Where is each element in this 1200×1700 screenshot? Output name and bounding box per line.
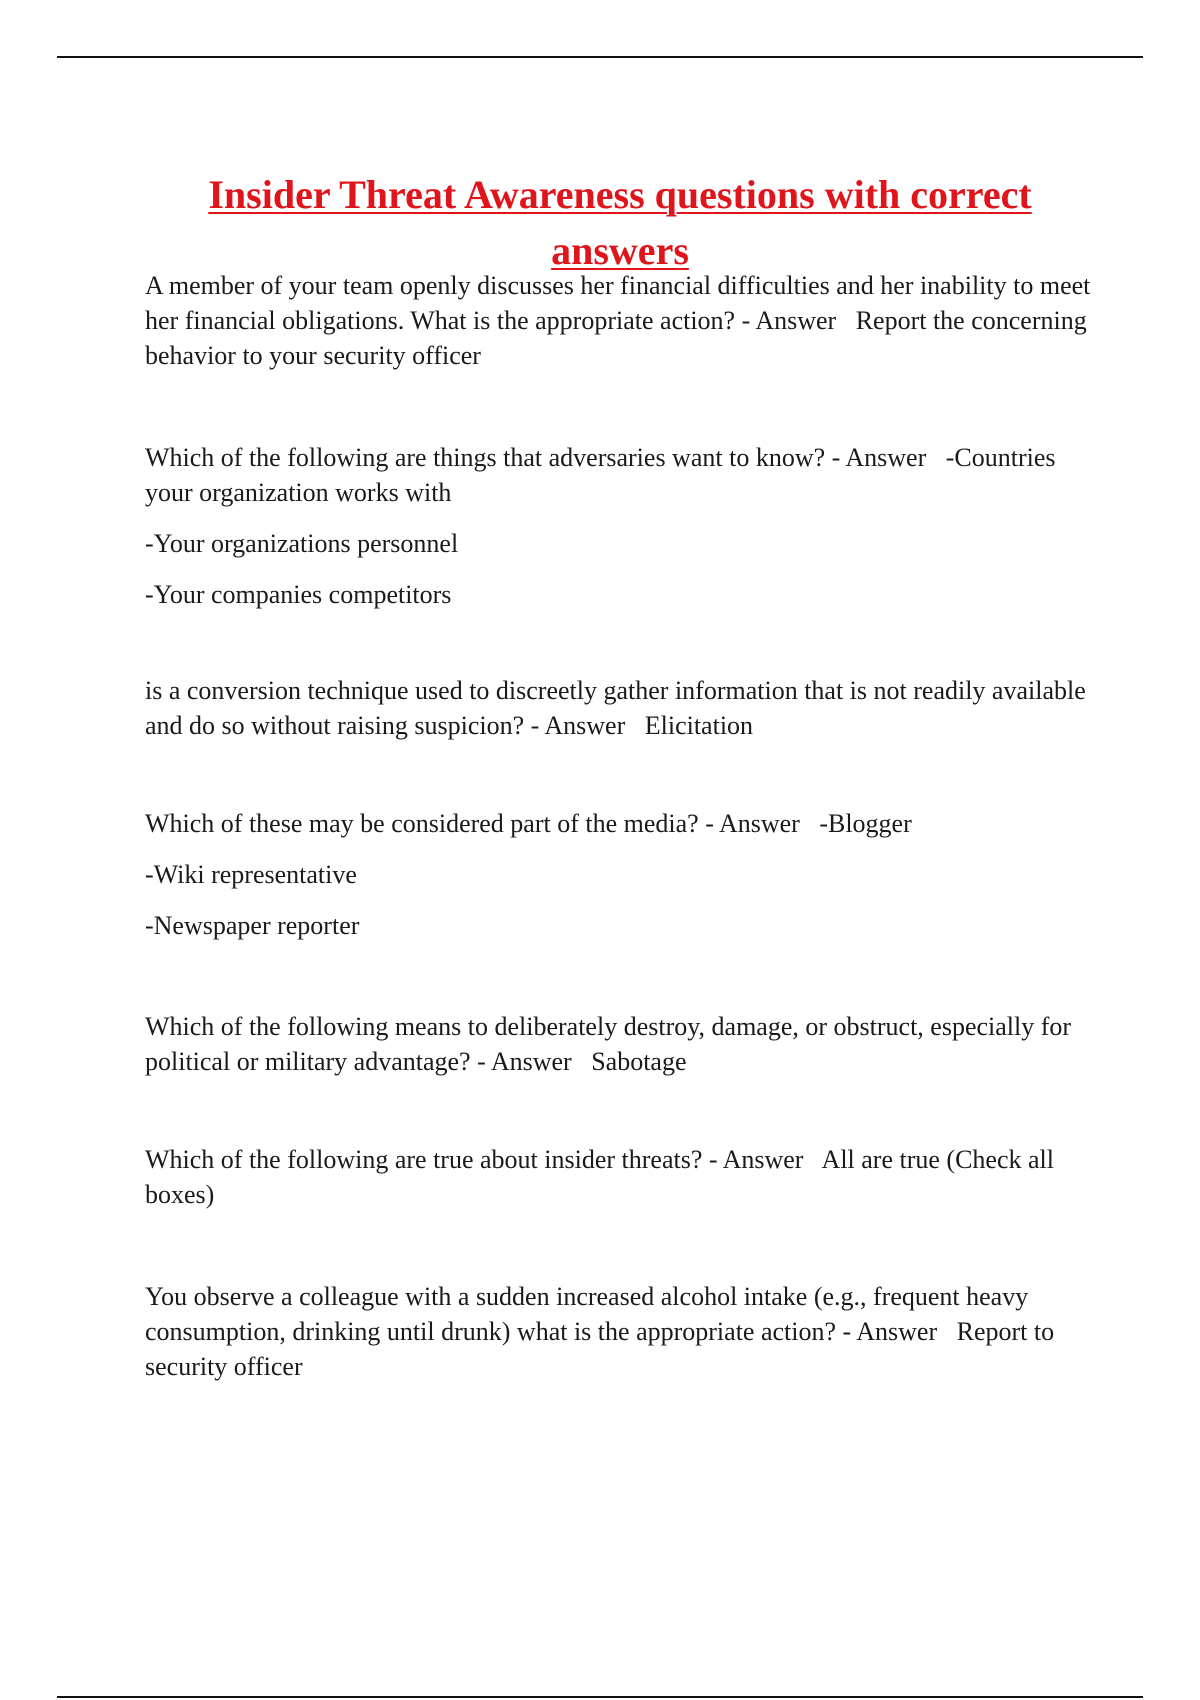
qa-item bbox=[145, 1142, 1095, 1212]
question-text: A member of your team openly discusses her financial difficulties and her inability to meet her financial obligations. What is the appropriate action? - Answer bbox=[145, 271, 1091, 335]
top-rule bbox=[57, 56, 1143, 58]
question-text: Which of the following are true about insider threats? - Answer bbox=[145, 1145, 804, 1174]
answer-text: All are true (Check all boxes) bbox=[145, 1145, 1054, 1209]
qa-item bbox=[145, 1009, 1095, 1079]
answer-text: Sabotage bbox=[591, 1047, 687, 1076]
qa-item bbox=[145, 268, 1095, 373]
answer-text: Elicitation bbox=[644, 711, 754, 740]
qa-item bbox=[145, 1279, 1095, 1384]
answer-text: -Blogger bbox=[819, 809, 912, 838]
answer-extra-line: -Newspaper reporter bbox=[145, 911, 360, 940]
bottom-rule bbox=[57, 1696, 1143, 1698]
qa-list bbox=[145, 268, 1095, 1384]
answer-text: Report to security officer bbox=[145, 1317, 1055, 1381]
qa-text bbox=[145, 268, 1095, 373]
answer-text: -Countries your organization works with bbox=[145, 443, 1056, 507]
qa-text bbox=[145, 1009, 1095, 1079]
qa-item bbox=[145, 806, 1095, 943]
qa-text bbox=[145, 440, 1095, 510]
answer-extra-line: -Wiki representative bbox=[145, 860, 357, 889]
question-text: You observe a colleague with a sudden increased alcohol intake (e.g., frequent heavy consumption, drinking until drunk) what is the appropriate action? - Answer bbox=[145, 1282, 1029, 1346]
question-text: is a conversion technique used to discreetly gather information that is not readily available and do so without raising suspicion? - Answer bbox=[145, 676, 1086, 740]
answer-text: Report the concerning behavior to your security officer bbox=[145, 306, 1087, 370]
document-title: Insider Threat Awareness questions with correct answers bbox=[208, 171, 1032, 273]
qa-item bbox=[145, 440, 1095, 612]
question-text: Which of these may be considered part of the media? - Answer bbox=[145, 809, 800, 838]
qa-text bbox=[145, 806, 1095, 841]
question-text: Which of the following means to deliberately destroy, damage, or obstruct, especially for political or military advantage? - Answer bbox=[145, 1012, 1072, 1076]
answer-extra-line: -Your companies competitors bbox=[145, 580, 452, 609]
qa-text bbox=[145, 1142, 1095, 1212]
question-text: Which of the following are things that adversaries want to know? - Answer bbox=[145, 443, 927, 472]
qa-text bbox=[145, 1279, 1095, 1384]
qa-item bbox=[145, 673, 1095, 743]
qa-text bbox=[145, 673, 1095, 743]
answer-extra-line: -Your organizations personnel bbox=[145, 529, 459, 558]
